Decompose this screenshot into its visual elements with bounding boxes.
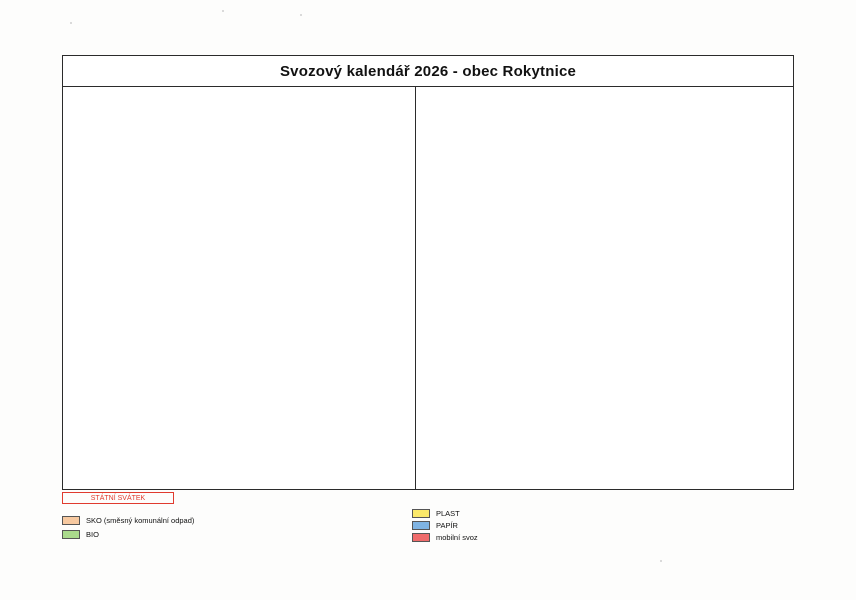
legend-label-plast: PLAST: [436, 509, 460, 518]
legend-swatch-sko: [62, 516, 80, 525]
scan-speck: [222, 10, 224, 12]
legend-label-bio: BIO: [86, 530, 99, 539]
legend-swatch-bio: [62, 530, 80, 539]
calendar-sheet: [62, 55, 794, 490]
scan-speck: [300, 14, 302, 16]
legend-holiday-box: STÁTNÍ SVÁTEK: [62, 492, 174, 504]
scan-speck: [70, 22, 72, 24]
legend-swatch-plast: [412, 509, 430, 518]
scan-speck: [660, 560, 662, 562]
page-title: Svozový kalendář 2026 - obec Rokytnice: [279, 62, 577, 80]
calendar-half-right: [415, 87, 795, 490]
legend-label-papir: PAPÍR: [436, 521, 458, 530]
calendar-half-left: [63, 87, 415, 490]
legend-swatch-mobil: [412, 533, 430, 542]
legend: [62, 492, 794, 552]
legend-swatch-papir: [412, 521, 430, 530]
legend-label-mobil: mobilní svoz: [436, 533, 478, 542]
legend-label-sko: SKO (směsný komunální odpad): [86, 516, 195, 525]
